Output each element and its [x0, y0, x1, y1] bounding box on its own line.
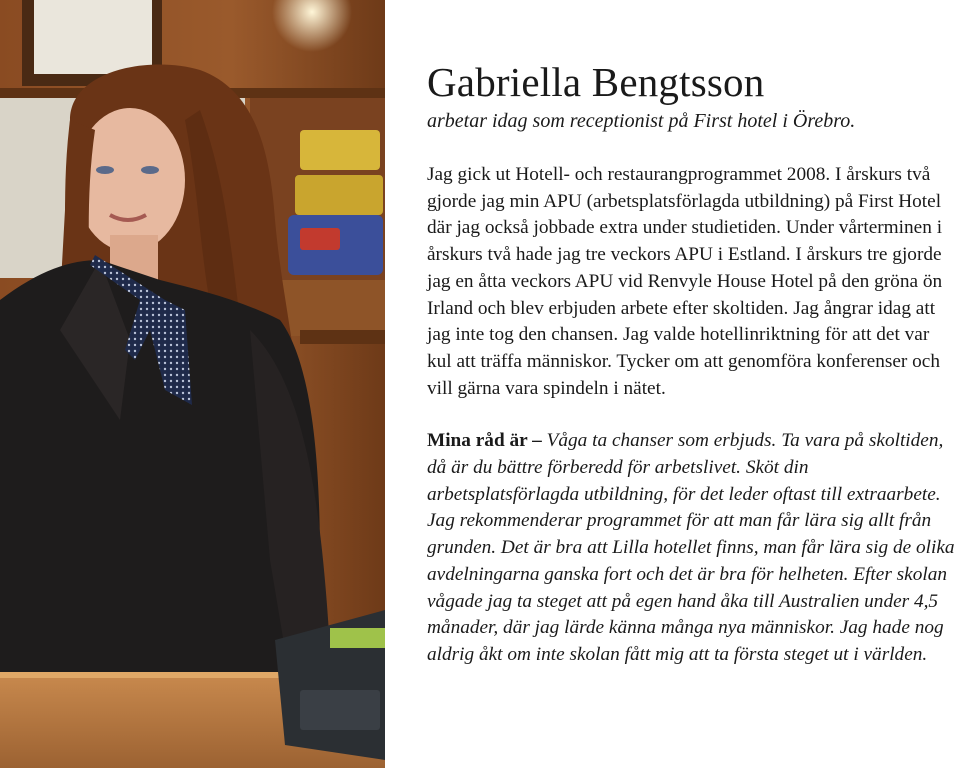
advice-label: Mina råd är: [427, 430, 528, 452]
person-name: Gabriella Bengtsson: [427, 59, 765, 105]
advice-text: Våga ta chanser som erbjuds. Ta vara på skoltiden, då är du bättre förberedd för arbetslivet. Sköt din arbetsplatsförlagda utbildning, för det leder oftast till extraarbete. Jag rekommenderar programmet för att man får lära sig allt från grunden. Det är bra att Lilla hotellet finns, man får lära sig de olika avdelningarna ganska fort och det är bra för helheten. Efter skolan vågade jag ta steget att på egen hand åka till Australien under 4,5 månader, där jag lärde känna många nya människor. Jag hade nog aldrig åkt om inte skolan fått mig att ta första steget ut i världen.: [427, 430, 955, 665]
portrait-photo: [0, 0, 385, 768]
advice-dash: –: [527, 430, 547, 452]
article-text: [427, 58, 957, 669]
bio-paragraph: Jag gick ut Hotell- och restaurangprogrammet 2008. I årskurs två gjorde jag min APU (arbetsplatsförlagda utbildning) på First Hotel där jag också jobbade extra under studietiden. Under vårterminen i årskurs två hade jag tre veckors APU i Estland. I årskurs tre gjorde jag en åtta veckors APU vid Renvyle House Hotel på den gröna ön Irland och blev erbjuden arbete efter skoltiden. Jag ångrar idag att jag inte tog den chansen. Jag valde hotellinriktning för att det var kul att träffa människor. Tycker om att genomföra konferenser och vill gärna vara spindeln i nätet.: [427, 164, 943, 399]
person-role: arbetar idag som receptionist på First hotel i Örebro.: [427, 110, 856, 132]
advice-paragraph: [427, 428, 957, 668]
